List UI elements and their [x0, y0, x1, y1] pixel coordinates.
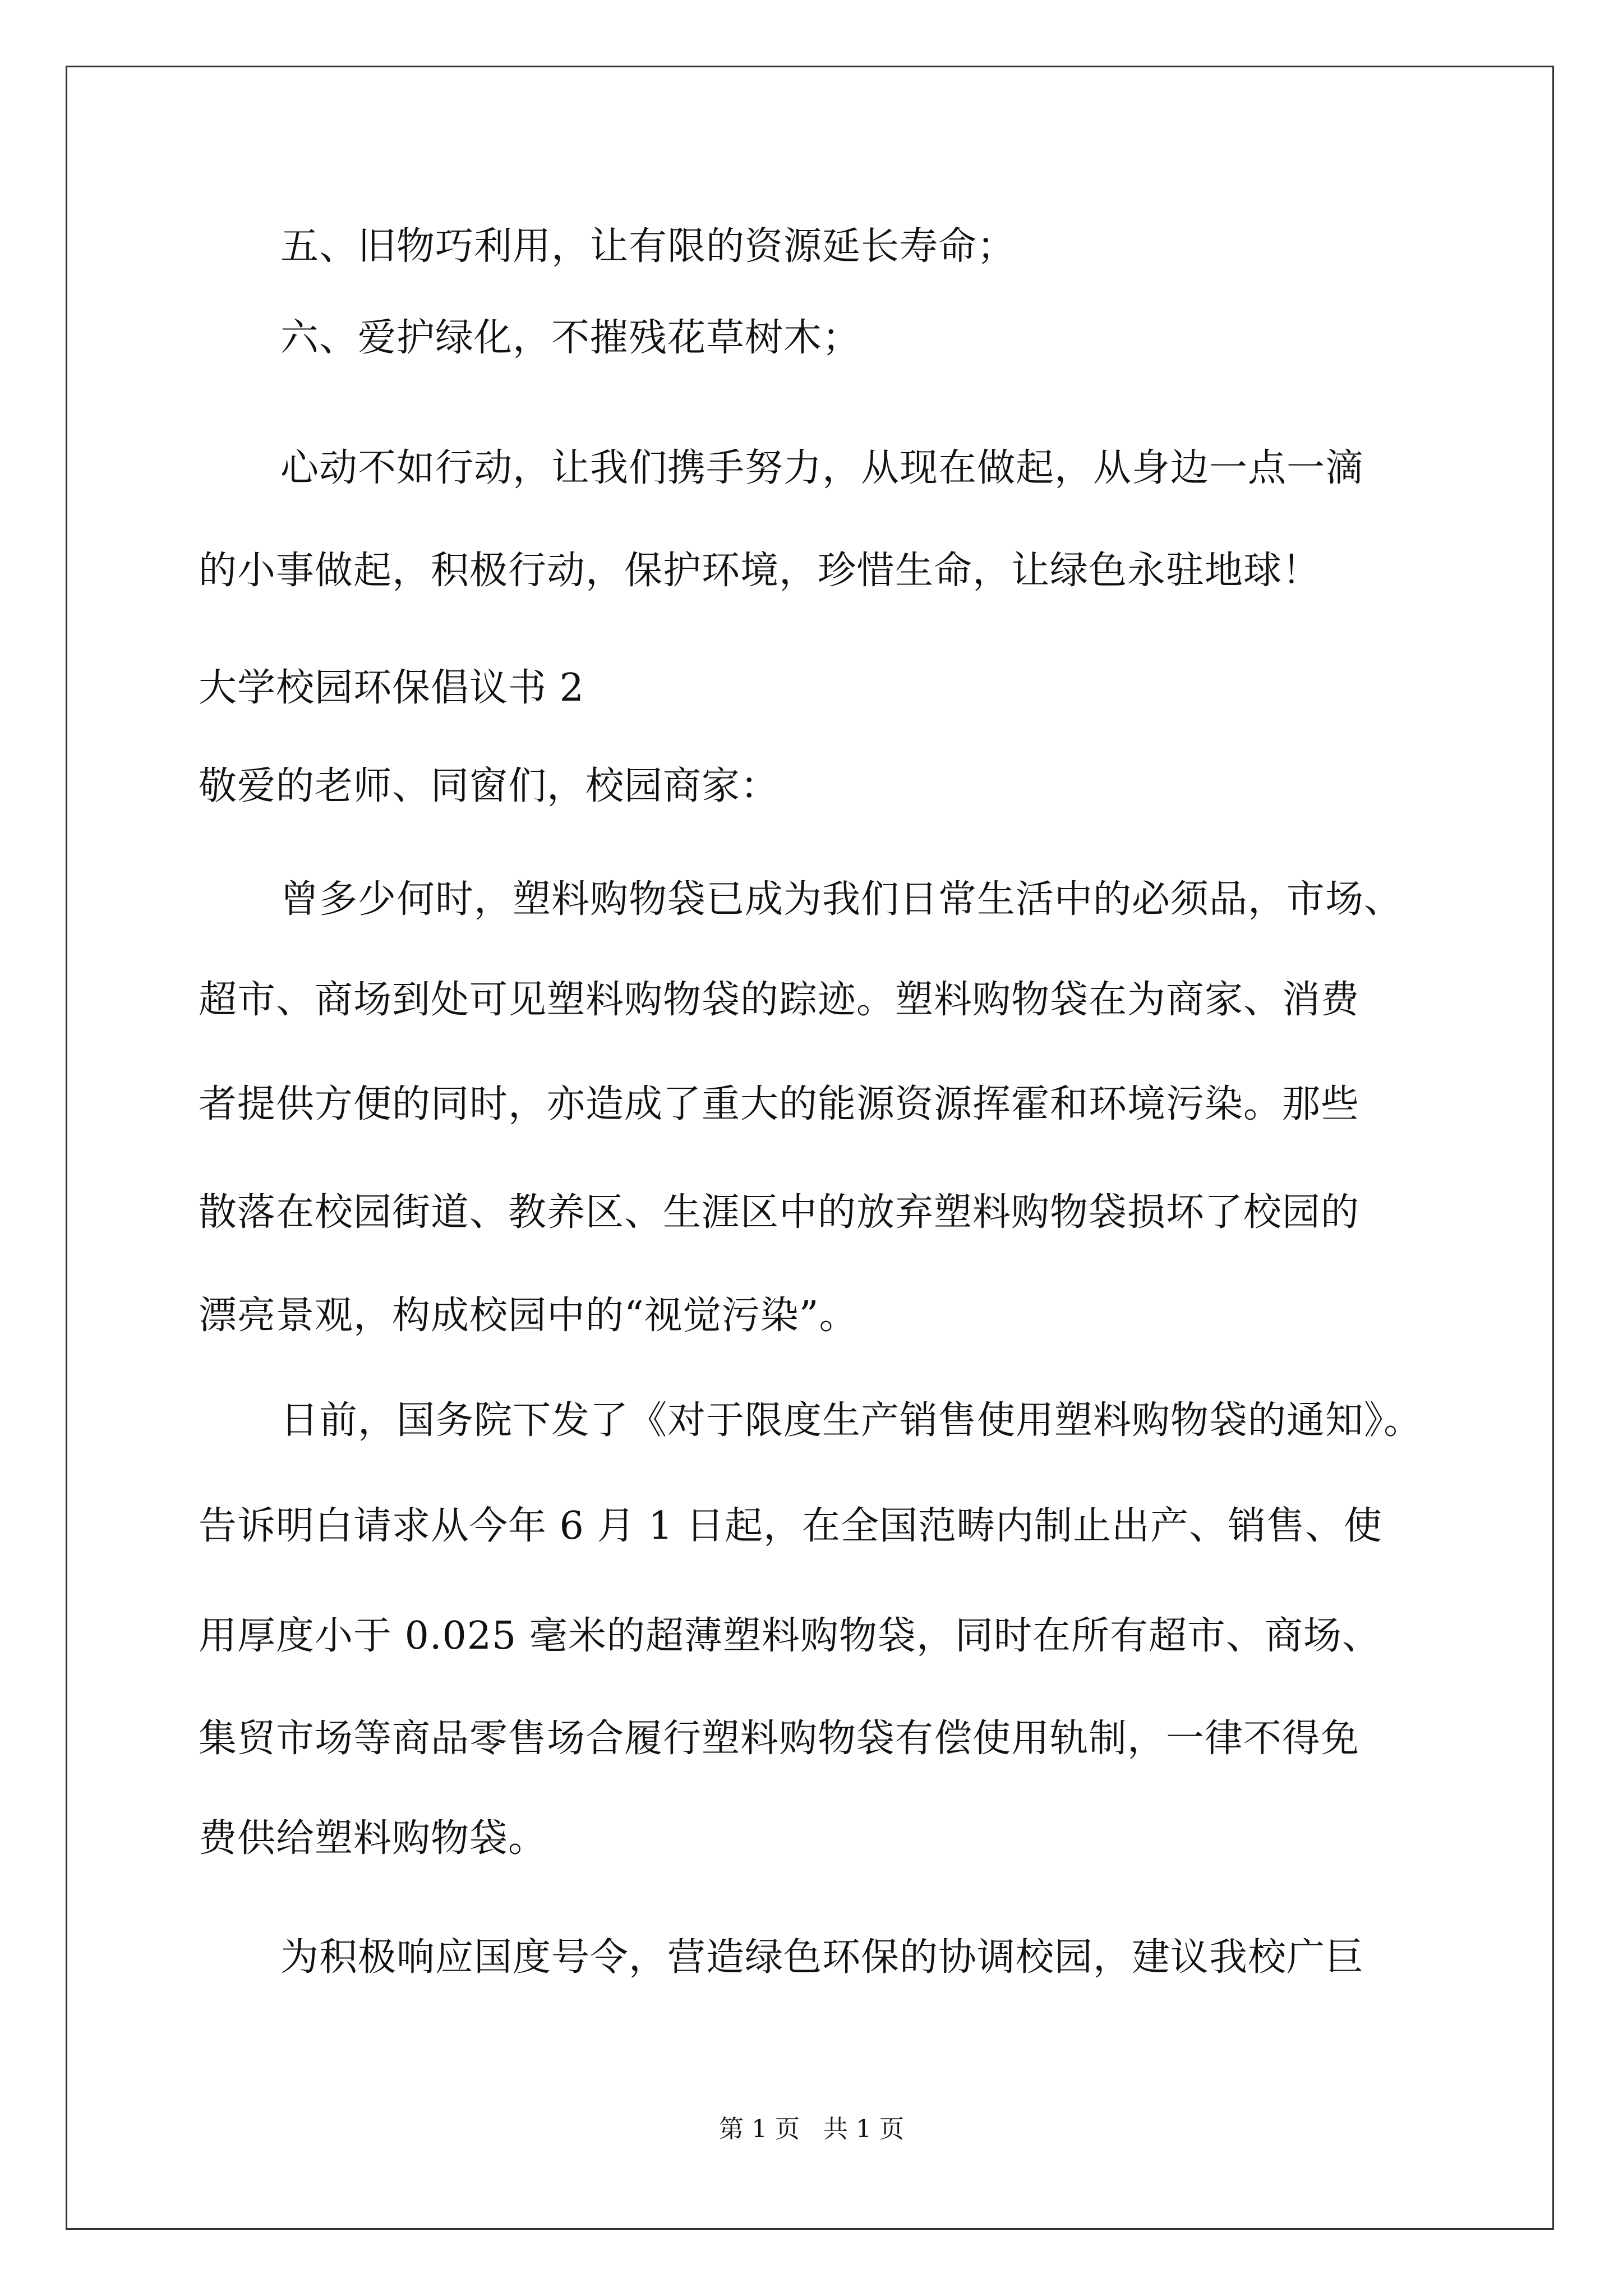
page-border: [66, 66, 1554, 2230]
paragraph-line: 告诉明白请求从今年 6 月 1 日起，在全国范畴内制止出产、销售、使: [199, 1504, 1382, 1548]
paragraph-line: 散落在校园街道、教养区、生涯区中的放弃塑料购物袋损坏了校园的: [199, 1190, 1360, 1235]
page-footer: [0, 2114, 1623, 2145]
page-total: 共 1 页: [823, 2115, 904, 2143]
paragraph-line: 集贸市场等商品零售场合履行塑料购物袋有偿使用轨制，一律不得免: [199, 1717, 1360, 1761]
paragraph-line: 漂亮景观，构成校园中的“视觉污染”。: [199, 1294, 858, 1338]
paragraph-line: 费供给塑料购物袋。: [199, 1816, 547, 1861]
paragraph-line: 心动不如行动，让我们携手努力，从现在做起，从身边一点一滴: [280, 446, 1364, 490]
paragraph-line: 用厚度小于 0.025 毫米的超薄塑料购物袋，同时在所有超市、商场、: [199, 1614, 1381, 1658]
salutation: 敬爱的老师、同窗们，校园商家：: [199, 764, 780, 808]
paragraph-line: 的小事做起，积极行动，保护环境，珍惜生命，让绿色永驻地球！: [199, 549, 1321, 593]
paragraph-line: 超市、商场到处可见塑料购物袋的踪迹。塑料购物袋在为商家、消费: [199, 978, 1360, 1022]
paragraph-line: 曾多少何时，塑料购物袋已成为我们日常生活中的必须品，市场、: [280, 877, 1403, 922]
paragraph-line: 者提供方便的同时，亦造成了重大的能源资源挥霍和环境污染。那些: [199, 1082, 1360, 1126]
section-title: 大学校园环保倡议书 2: [199, 666, 584, 710]
page-number: 第 1 页: [719, 2115, 800, 2143]
paragraph-line: 五、旧物巧利用，让有限的资源延长寿命；: [280, 224, 1016, 269]
paragraph-line: 六、爱护绿化，不摧残花草树木；: [280, 316, 861, 360]
paragraph-line: 日前，国务院下发了《对于限度生产销售使用塑料购物袋的通知》。: [280, 1398, 1423, 1443]
paragraph-line: 为积极响应国度号令，营造绿色环保的协调校园，建议我校广巨: [280, 1935, 1364, 1980]
